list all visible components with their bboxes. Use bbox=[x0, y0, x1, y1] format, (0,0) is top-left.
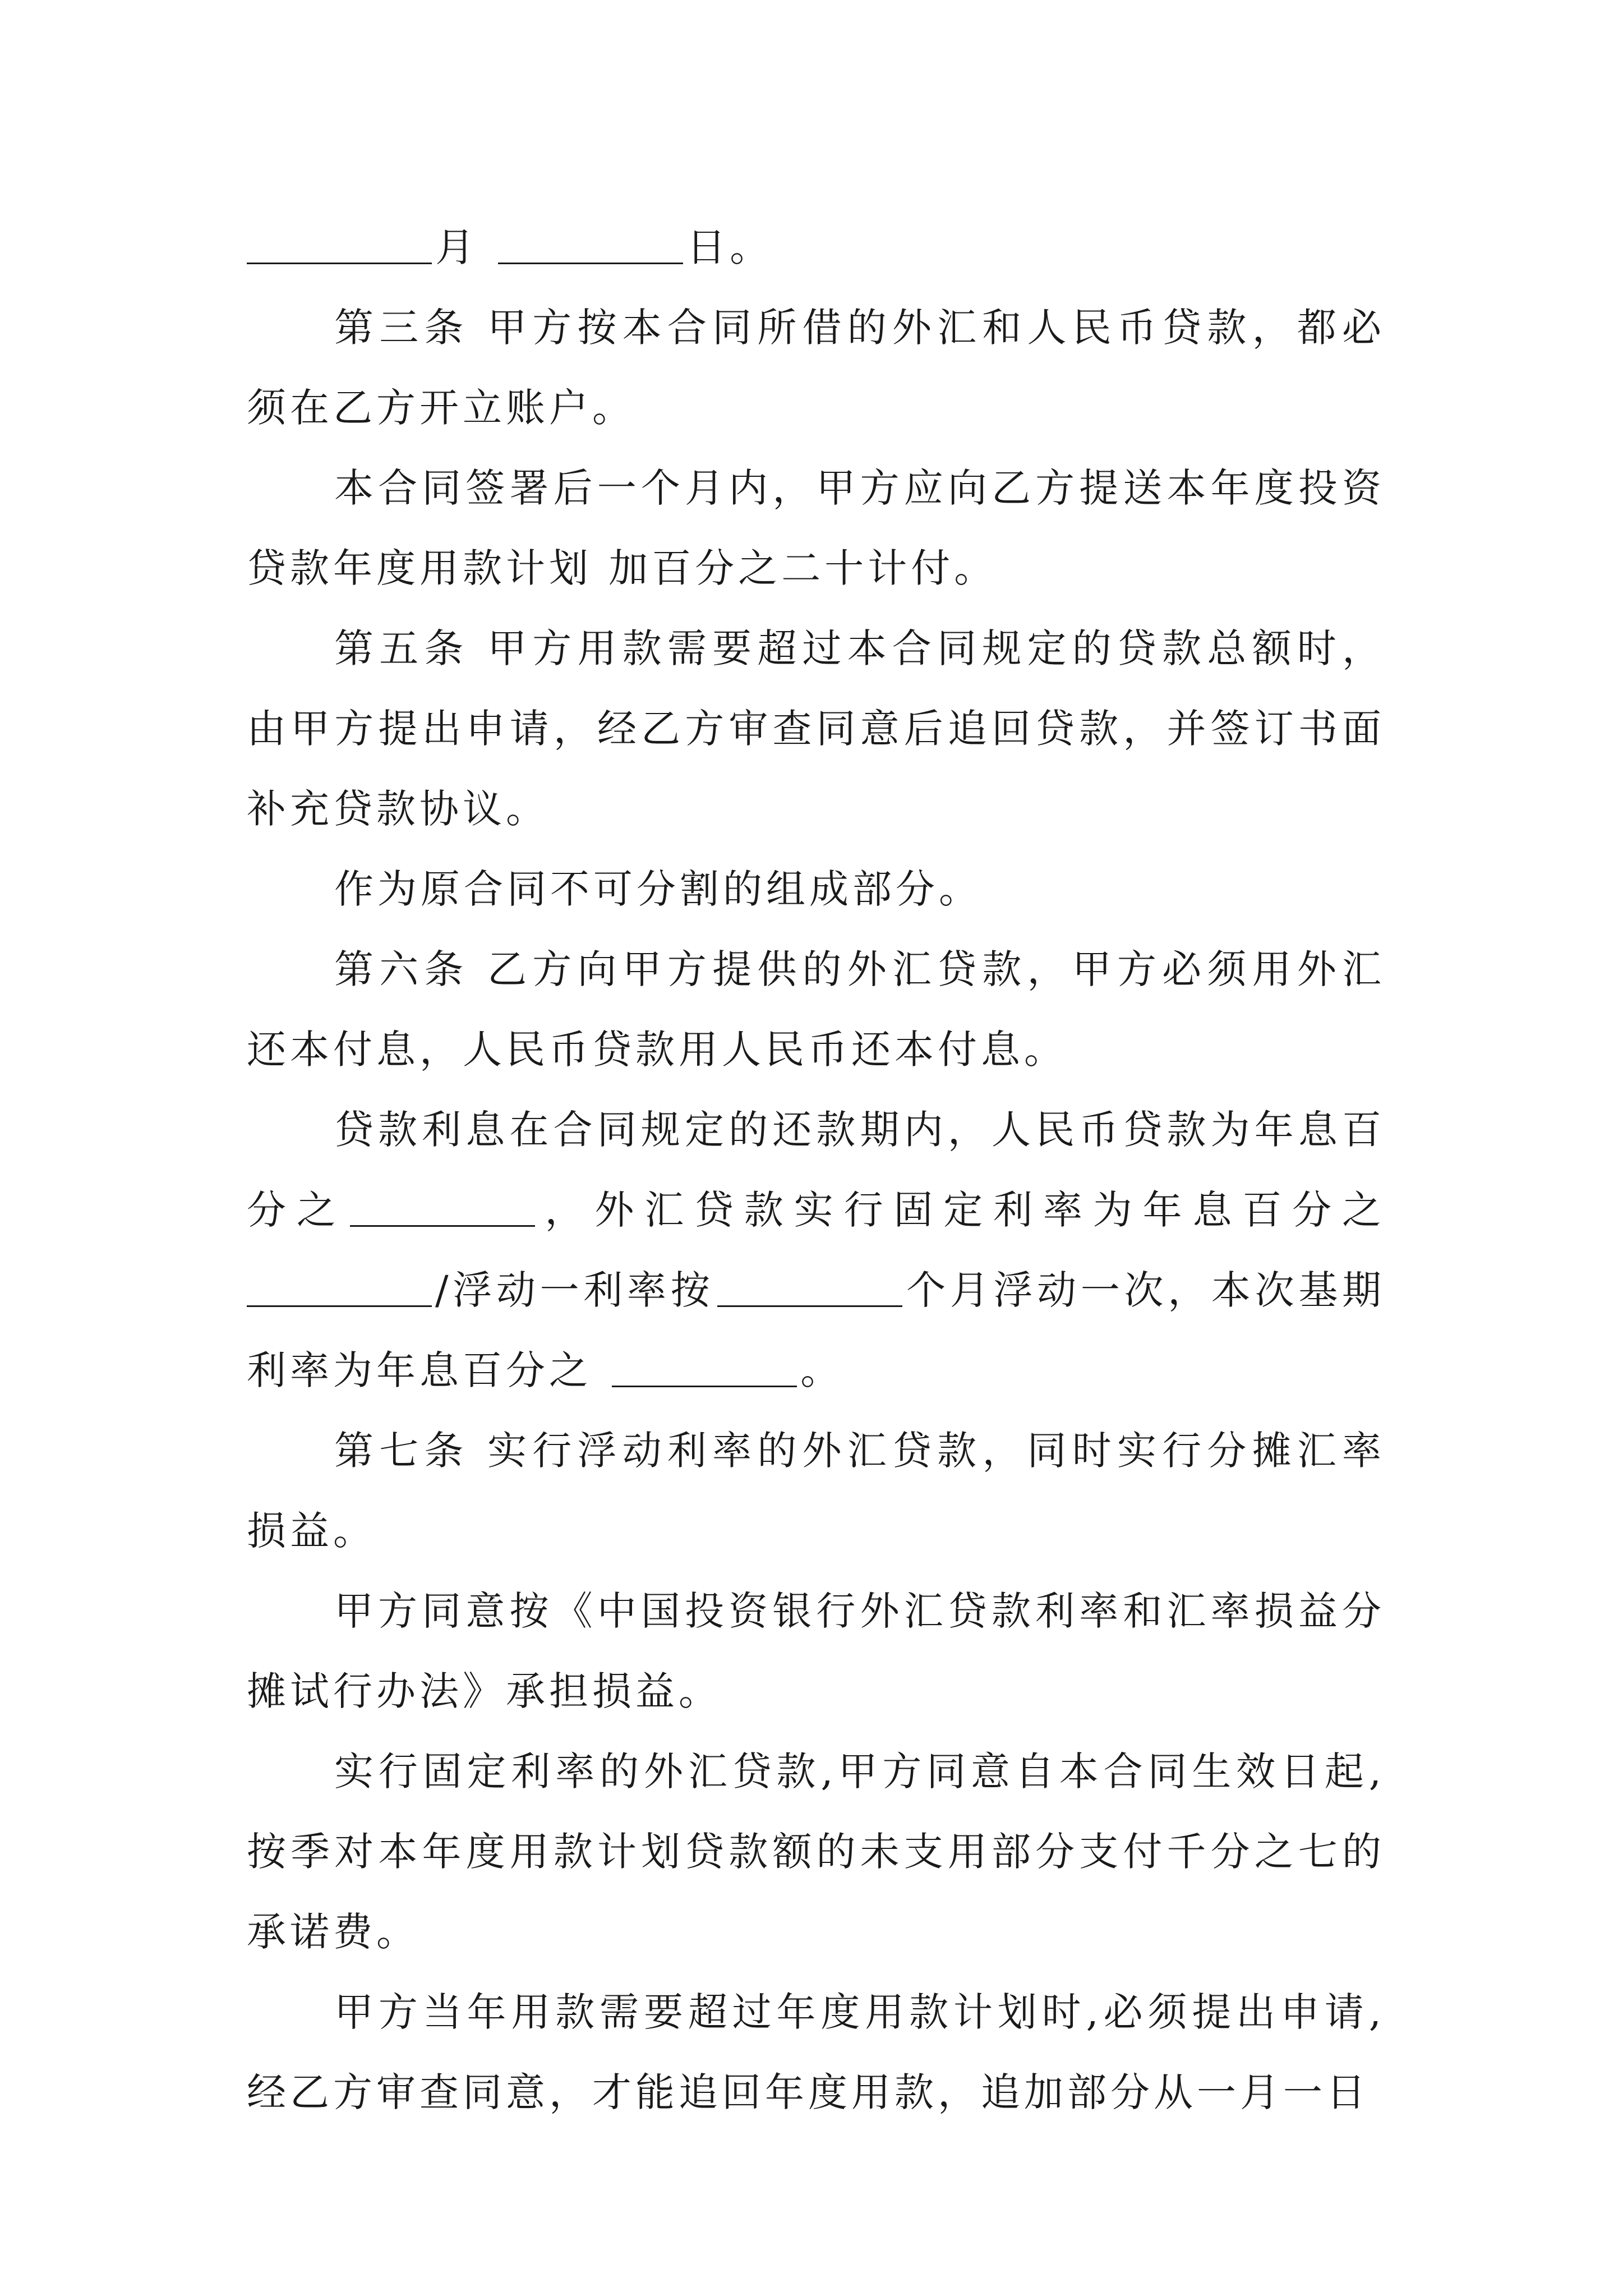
paragraph-agree: 甲方同意按《中国投资银行外汇贷款利率和汇率损益分摊试行办法》承担损益。 bbox=[247, 1588, 1385, 1714]
rmb-rate-blank[interactable] bbox=[350, 1186, 535, 1227]
interest-text-4: 个月浮动一次，本次基期利率为年息百分之 bbox=[247, 1267, 1386, 1393]
article-7: 第七条 实行浮动利率的外汇贷款，同时实行分摊汇率损益。 bbox=[247, 1428, 1385, 1554]
paragraph-integral-part: 作为原合同不可分割的组成部分。 bbox=[334, 866, 982, 912]
interest-text-2: ，外汇贷款实行固定利率为年息百分之 bbox=[538, 1187, 1386, 1233]
document-body bbox=[247, 208, 1385, 2133]
paragraph-exceed: 甲方当年用款需要超过年度用款计划时,必须提出申请,经乙方审查同意，才能追回年度用款，追加部分从一月一日 bbox=[247, 1989, 1385, 2115]
paragraph-plan: 本合同签署后一个月内，甲方应向乙方提送本年度投资贷款年度用款计划 加百分之二十计付。 bbox=[247, 465, 1385, 591]
interest-text-3: /浮动一利率按 bbox=[435, 1267, 714, 1313]
day-blank[interactable] bbox=[498, 223, 683, 264]
fixed-rate-blank[interactable] bbox=[247, 1266, 432, 1307]
article-6: 第六条 乙方向甲方提供的外汇贷款，甲方必须用外汇还本付息，人民币贷款用人民币还本付息。 bbox=[247, 946, 1385, 1073]
day-label: 日。 bbox=[686, 224, 773, 270]
float-months-blank[interactable] bbox=[717, 1266, 902, 1307]
paragraph-interest bbox=[247, 1090, 1385, 1411]
article-5: 第五条 甲方用款需要超过本合同规定的贷款总额时，由甲方提出申请，经乙方审查同意后追回贷款，并签订书面补充贷款协议。 bbox=[247, 625, 1385, 832]
interest-text-1: 贷款利息在合同规定的还款期内，人民币贷款为年息百分之 bbox=[247, 1107, 1385, 1233]
paragraph-fixed-rate: 实行固定利率的外汇贷款,甲方同意自本合同生效日起,按季对本年度用款计划贷款额的未支用部分支付千分之七的承诺费。 bbox=[247, 1749, 1385, 1955]
date-line bbox=[247, 208, 1385, 288]
month-label: 月 bbox=[435, 224, 478, 270]
base-rate-blank[interactable] bbox=[612, 1346, 797, 1387]
article-3: 第三条 甲方按本合同所借的外汇和人民币贷款，都必须在乙方开立账户。 bbox=[247, 305, 1385, 431]
month-blank[interactable] bbox=[247, 223, 432, 264]
interest-text-5: 。 bbox=[800, 1347, 844, 1393]
